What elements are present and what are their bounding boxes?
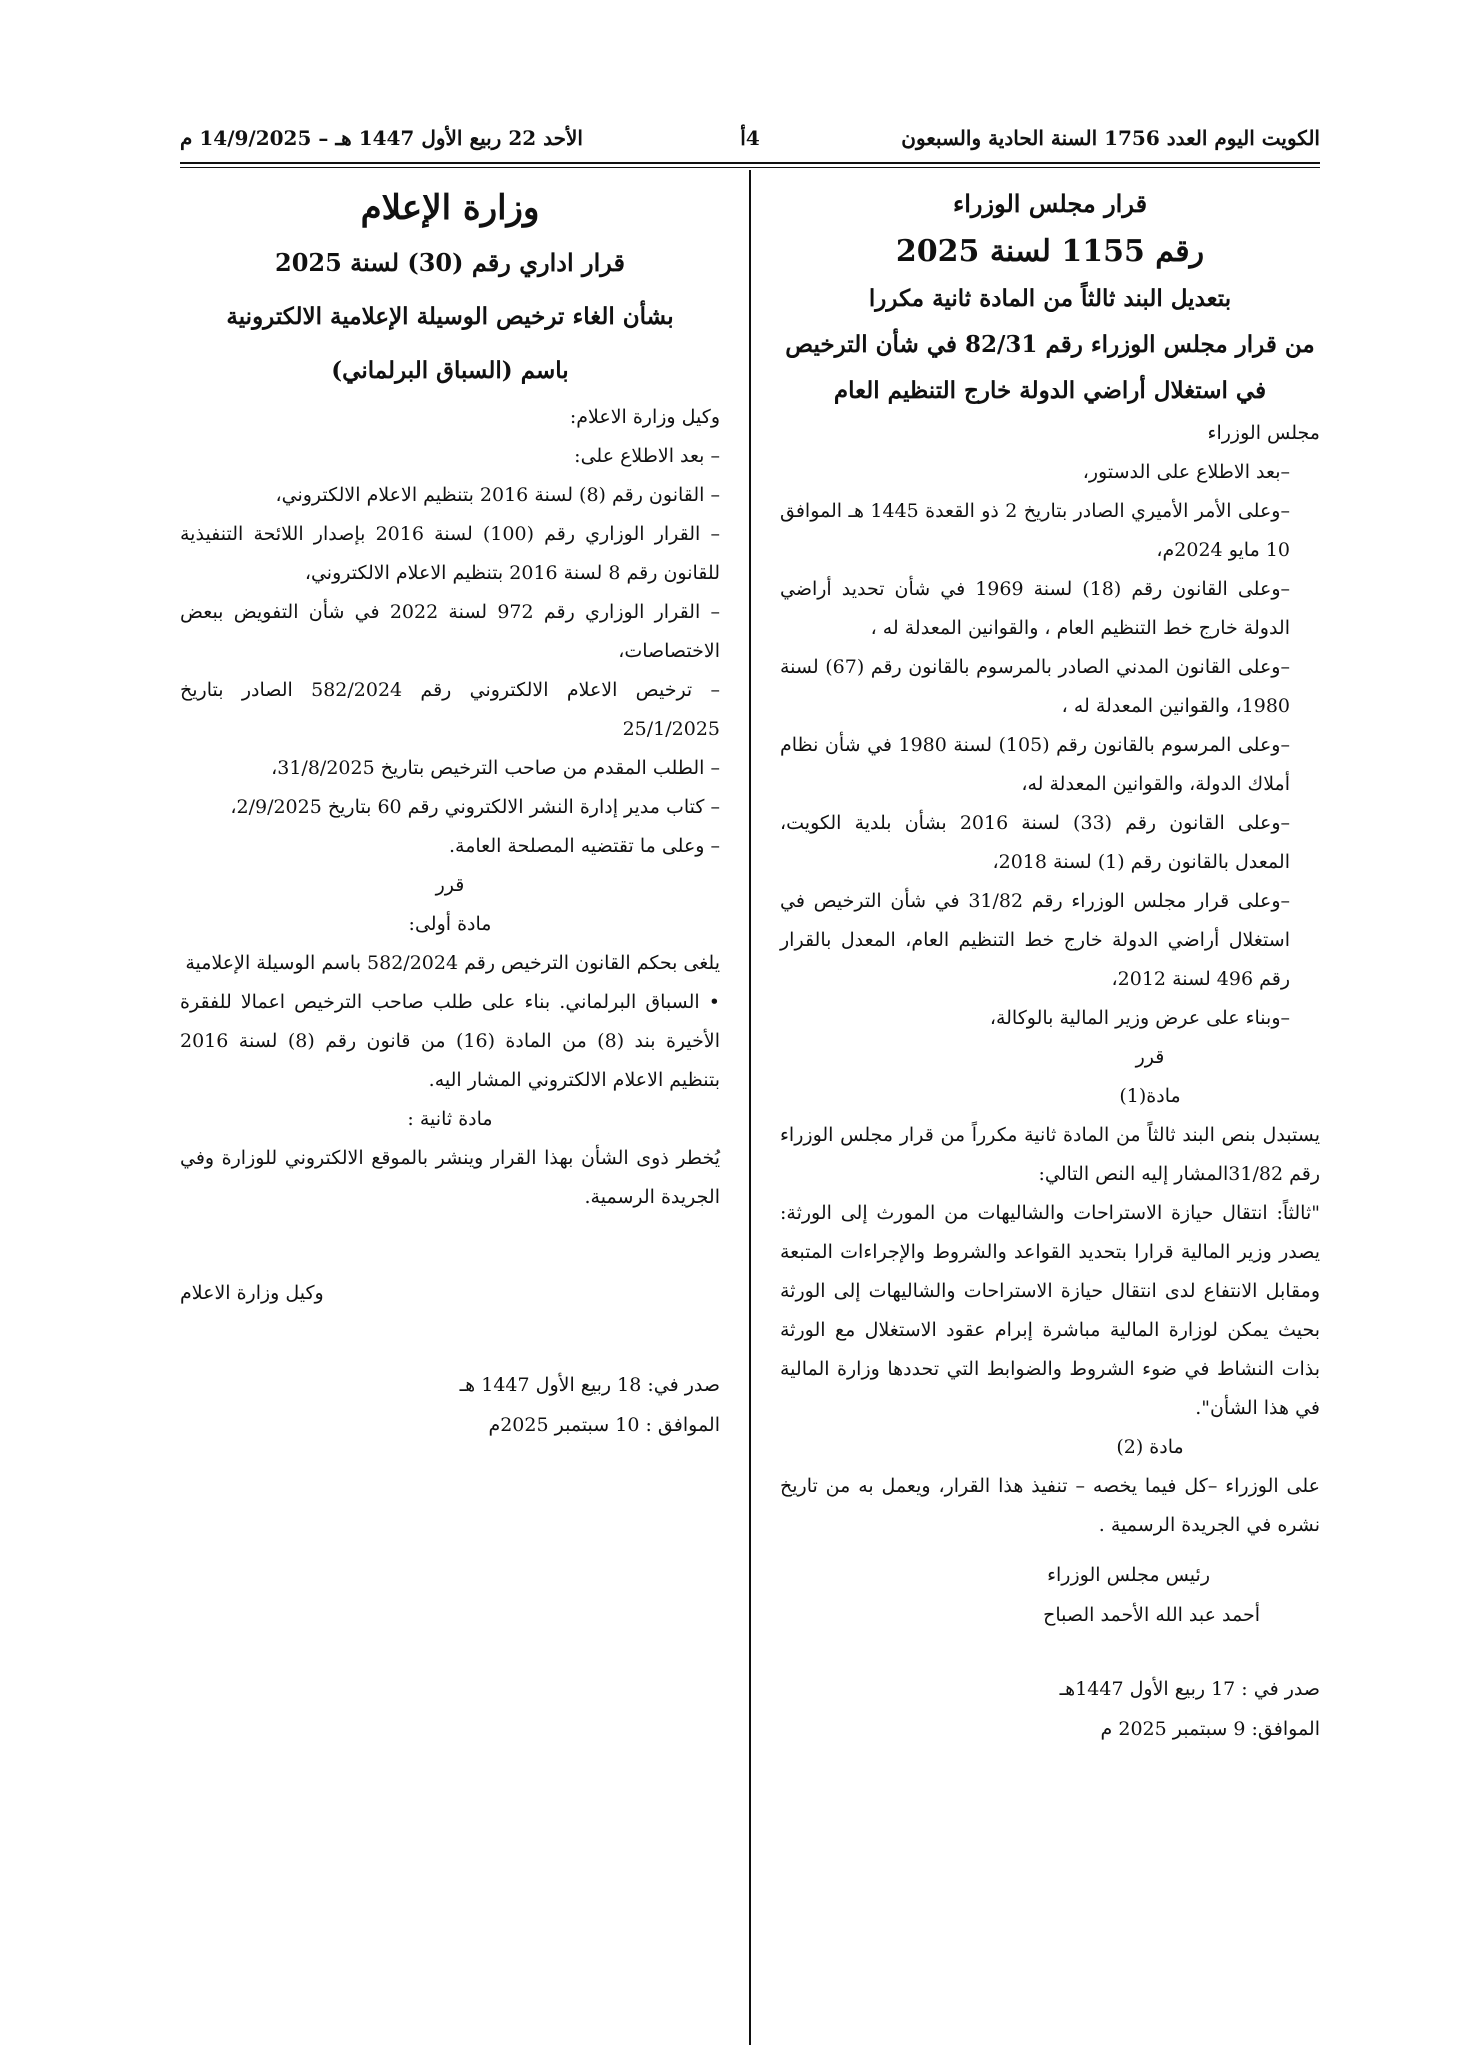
decided-label: قرر bbox=[435, 874, 465, 896]
preamble-item: –بعد الاطلاع على الدستور، bbox=[1082, 461, 1290, 483]
ministry-decision-column bbox=[180, 180, 720, 1445]
preamble-intro: – بعد الاطلاع على: bbox=[574, 445, 720, 467]
decision-subject-line3: في استغلال أراضي الدولة خارج التنظيم العام bbox=[833, 377, 1267, 404]
header-page-number: 4أ bbox=[740, 126, 760, 150]
article-1-title: مادة أولى: bbox=[408, 913, 492, 935]
decision-number: رقم 1155 لسنة 2025 bbox=[895, 234, 1205, 269]
article-2-title: مادة (2) bbox=[1116, 1436, 1184, 1458]
preamble-item: –وعلى المرسوم بالقانون رقم (105) لسنة 1980 في شأن نظام أملاك الدولة، والقوانين المعدلة له، bbox=[780, 734, 1290, 795]
article-2-title: مادة ثانية : bbox=[407, 1108, 493, 1130]
preamble-item: – القرار الوزاري رقم 972 لسنة 2022 في شأن التفويض ببعض الاختصاصات، bbox=[180, 601, 720, 662]
preamble-item: –وعلى القانون المدني الصادر بالمرسوم بالقانون رقم (67) لسنة 1980، والقوانين المعدلة له ، bbox=[780, 656, 1290, 717]
issuer: وكيل وزارة الاعلام: bbox=[569, 406, 720, 428]
preamble-item: –وعلى القانون رقم (33) لسنة 2016 بشأن بلدية الكويت، المعدل بالقانون رقم (1) لسنة 2018، bbox=[780, 812, 1290, 873]
corresponding-date: الموافق: 9 سبتمبر 2025 م bbox=[1100, 1718, 1320, 1740]
page-header bbox=[180, 118, 1320, 158]
administrative-decision-number: قرار اداري رقم (30) لسنة 2025 bbox=[275, 248, 625, 277]
decision-subject: بشأن الغاء ترخيص الوسيلة الإعلامية الالكترونية bbox=[226, 303, 674, 330]
article-1-bullet: • السباق البرلماني. بناء على طلب صاحب الترخيص اعمالا للفقرة الأخيرة بند (8) من المادة (16) من قانون رقم (8) لسنة 2016 بتنظيم الاعلام الالكتروني المشار اليه. bbox=[180, 991, 720, 1091]
column-divider bbox=[749, 170, 751, 2045]
article-2-text: على الوزراء –كل فيما يخصه – تنفيذ هذا القرار، ويعمل به من تاريخ نشره في الجريدة الرسمية . bbox=[780, 1475, 1320, 1536]
signer-name: أحمد عبد الله الأحمد الصباح bbox=[1043, 1604, 1260, 1626]
signer-title: رئيس مجلس الوزراء bbox=[1047, 1564, 1210, 1586]
article-1-quote: "ثالثاً: انتقال حيازة الاستراحات والشاليهات من المورث إلى الورثة: يصدر وزير المالية قرارا بتحديد القواعد والشروط والإجراءات المتبعة ومقابل الانتفاع لدى انتقال حيازة الاستراحات والشاليهات إلى الورثة بحيث يمكن لوزارة المالية مباشرة إبرام عقود الاستغلال مع الورثة بذات النشاط في ضوء الشروط والضوابط التي تحددها وزارة المالية في هذا الشأن". bbox=[780, 1202, 1320, 1419]
preamble-item: –وعلى الأمر الأميري الصادر بتاريخ 2 ذو القعدة 1445 هـ الموافق 10 مايو 2024م، bbox=[780, 500, 1290, 561]
ministry-name: وزارة الإعلام bbox=[360, 188, 540, 228]
preamble-item: – القانون رقم (8) لسنة 2016 بتنظيم الاعلام الالكتروني، bbox=[275, 484, 720, 506]
decision-subject-name: باسم (السباق البرلماني) bbox=[331, 357, 569, 384]
article-1-text: يلغى بحكم القانون الترخيص رقم 582/2024 باسم الوسيلة الإعلامية bbox=[185, 952, 720, 974]
signer: وكيل وزارة الاعلام bbox=[180, 1282, 324, 1304]
article-1-text: يستبدل بنص البند ثالثاً من المادة ثانية مكرراً من قرار مجلس الوزراء رقم 31/82المشار إليه النص التالي: bbox=[780, 1124, 1320, 1185]
decision-subject-line2: من قرار مجلس الوزراء رقم 82/31 في شأن الترخيص bbox=[785, 331, 1315, 358]
preamble-item: – وعلى ما تقتضيه المصلحة العامة. bbox=[448, 835, 720, 857]
decided-label: قرر bbox=[1135, 1046, 1165, 1068]
preamble-item: – كتاب مدير إدارة النشر الالكتروني رقم 60 بتاريخ 2/9/2025، bbox=[230, 796, 720, 818]
header-date: الأحد 22 ربيع الأول 1447 هـ – 14/9/2025 م bbox=[180, 126, 583, 150]
preamble-item: – ترخيص الاعلام الالكتروني رقم 582/2024 الصادر بتاريخ 25/1/2025 bbox=[180, 679, 721, 740]
preamble-item: –وبناء على عرض وزير المالية بالوكالة، bbox=[989, 1007, 1290, 1029]
header-issue-info: الكويت اليوم العدد 1756 السنة الحادية والسبعون bbox=[901, 126, 1320, 150]
header-rule-thin bbox=[180, 167, 1320, 168]
decision-title: قرار مجلس الوزراء bbox=[952, 189, 1148, 218]
issuer: مجلس الوزراء bbox=[1207, 422, 1320, 444]
corresponding-date: الموافق : 10 سبتمبر 2025م bbox=[488, 1414, 720, 1436]
preamble-item: –وعلى قرار مجلس الوزراء رقم 31/82 في شأن الترخيص في استغلال أراضي الدولة خارج خط التنظيم العام، المعدل بالقرار رقم 496 لسنة 2012، bbox=[780, 890, 1290, 990]
preamble-item: – القرار الوزاري رقم (100) لسنة 2016 بإصدار اللائحة التنفيذية للقانون رقم 8 لسنة 2016 بتنظيم الاعلام الالكتروني، bbox=[180, 523, 720, 584]
decision-subject-line1: بتعديل البند ثالثاً من المادة ثانية مكررا bbox=[868, 285, 1232, 312]
preamble-item: – الطلب المقدم من صاحب الترخيص بتاريخ 31/8/2025، bbox=[271, 757, 720, 779]
article-2-text: يُخطر ذوى الشأن بهذا القرار وينشر بالموقع الالكتروني للوزارة وفي الجريدة الرسمية. bbox=[180, 1147, 720, 1208]
issue-date: صدر في : 17 ربيع الأول 1447هـ bbox=[1059, 1678, 1320, 1700]
article-1-title: مادة(1) bbox=[1119, 1085, 1181, 1107]
preamble-item: –وعلى القانون رقم (18) لسنة 1969 في شأن تحديد أراضي الدولة خارج خط التنظيم العام ، والقوانين المعدلة له ، bbox=[780, 578, 1290, 639]
issue-date: صدر في: 18 ربيع الأول 1447 هـ bbox=[459, 1374, 720, 1396]
cabinet-decision-column bbox=[780, 180, 1320, 1749]
header-rule bbox=[180, 162, 1320, 164]
